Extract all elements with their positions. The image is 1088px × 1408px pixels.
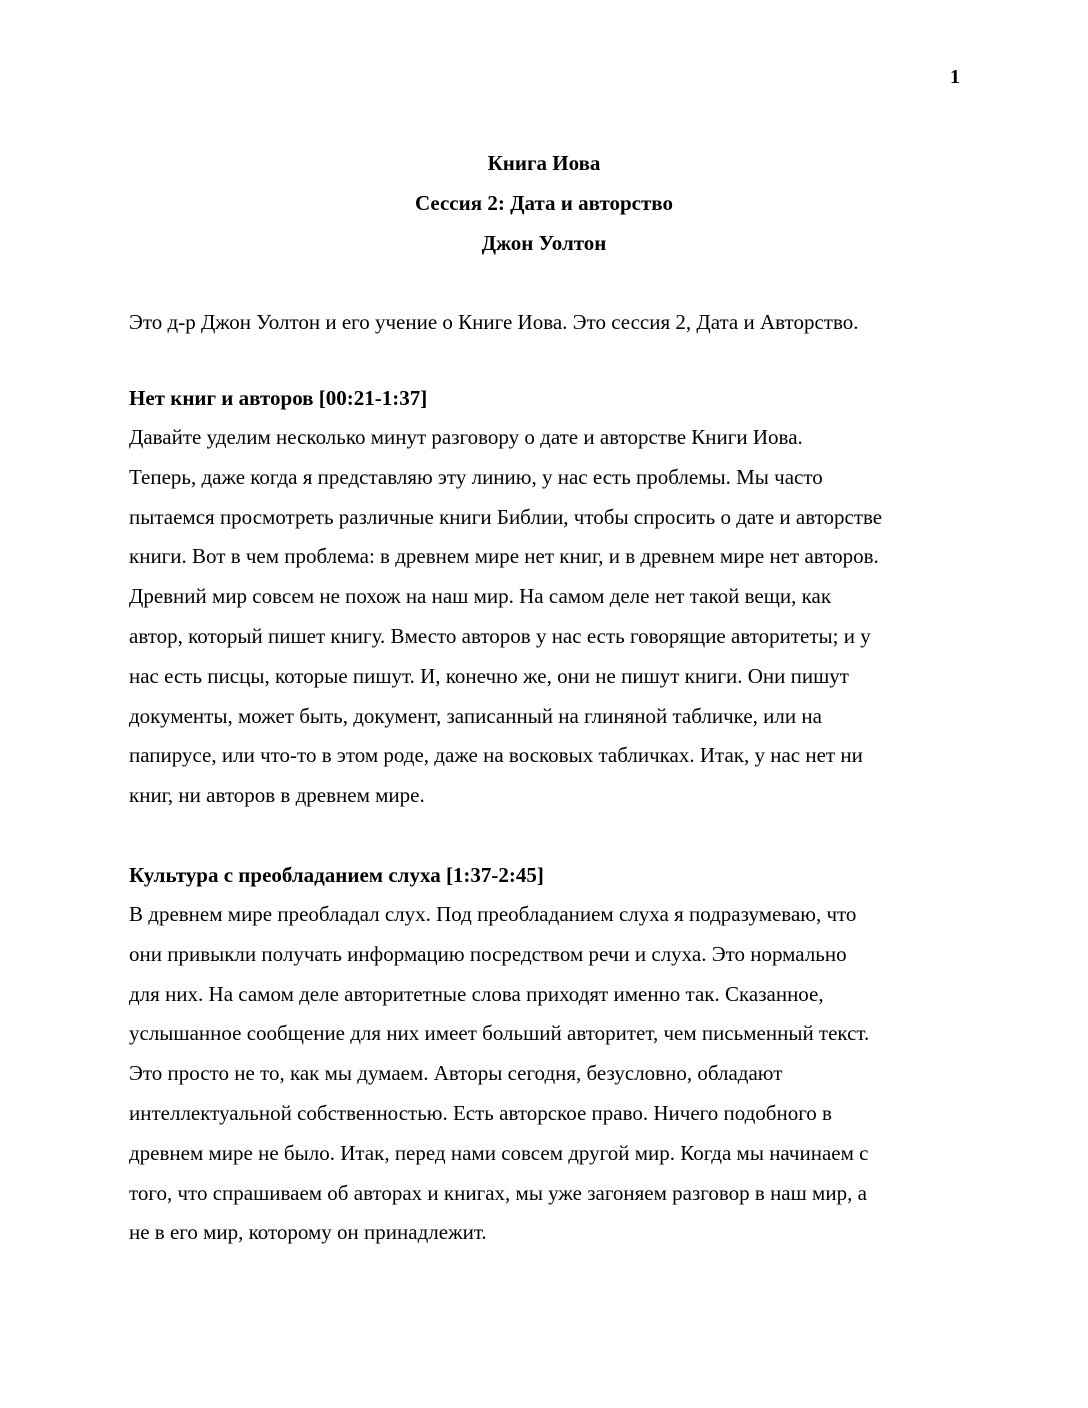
- book-title: Книга Иова: [487, 151, 601, 175]
- section-heading: Культура с преобладанием слуха [1:37-2:45]: [129, 863, 544, 887]
- text-line: интеллектуальной собственностью. Есть авторское право. Ничего подобного в: [129, 1100, 832, 1125]
- text-line: древнем мире не было. Итак, перед нами совсем другой мир. Когда мы начинаем с: [129, 1140, 869, 1165]
- text-line: Это просто не то, как мы думаем. Авторы сегодня, безусловно, обладают: [129, 1061, 783, 1086]
- document-title-block: [130, 143, 958, 263]
- text-line: книг, ни авторов в древнем мире.: [129, 783, 425, 808]
- section-heading: Нет книг и авторов [00:21-1:37]: [129, 386, 428, 410]
- intro-paragraph: Это д-р Джон Уолтон и его учение о Книге Иова. Это сессия 2, Дата и Авторство.: [129, 310, 859, 334]
- text-line: документы, может быть, документ, записанный на глиняной табличке, или на: [129, 703, 822, 728]
- section-hearing-dominant-culture: [129, 855, 969, 1253]
- lecturer-name: Джон Уолтон: [481, 231, 607, 255]
- text-line: не в его мир, которому он принадлежит.: [129, 1220, 487, 1245]
- text-line: услышанное сообщение для них имеет больший авторитет, чем письменный текст.: [129, 1021, 870, 1046]
- section-body: [129, 418, 969, 816]
- text-line: нас есть писцы, которые пишут. И, конечно же, они не пишут книги. Они пишут: [129, 663, 849, 688]
- text-line: папирусе, или что-то в этом роде, даже на восковых табличках. Итак, у нас нет ни: [129, 743, 863, 768]
- text-line: В древнем мире преобладал слух. Под преобладанием слуха я подразумеваю, что: [129, 902, 857, 926]
- section-body: [129, 895, 969, 1253]
- text-line: Теперь, даже когда я представляю эту линию, у нас есть проблемы. Мы часто: [129, 464, 823, 489]
- text-line: автор, который пишет книгу. Вместо авторов у нас есть говорящие авторитеты; и у: [129, 623, 871, 648]
- text-line: они привыкли получать информацию посредством речи и слуха. Это нормально: [129, 941, 847, 966]
- page-number: 1: [950, 66, 960, 88]
- section-no-books-and-authors: [129, 378, 969, 816]
- text-line: Древний мир совсем не похож на наш мир. На самом деле нет такой вещи, как: [129, 584, 832, 609]
- text-line: того, что спрашиваем об авторах и книгах, мы уже загоняем разговор в наш мир, а: [129, 1180, 867, 1205]
- text-line: книги. Вот в чем проблема: в древнем мире нет книг, и в древнем мире нет авторов.: [129, 544, 879, 569]
- text-line: для них. На самом деле авторитетные слова приходят именно так. Сказанное,: [129, 981, 824, 1006]
- session-title: Сессия 2: Дата и авторство: [414, 191, 674, 215]
- text-line: Давайте уделим несколько минут разговору о дате и авторстве Книги Иова.: [129, 425, 803, 449]
- text-line: пытаемся просмотреть различные книги Библии, чтобы спросить о дате и авторстве: [129, 504, 883, 529]
